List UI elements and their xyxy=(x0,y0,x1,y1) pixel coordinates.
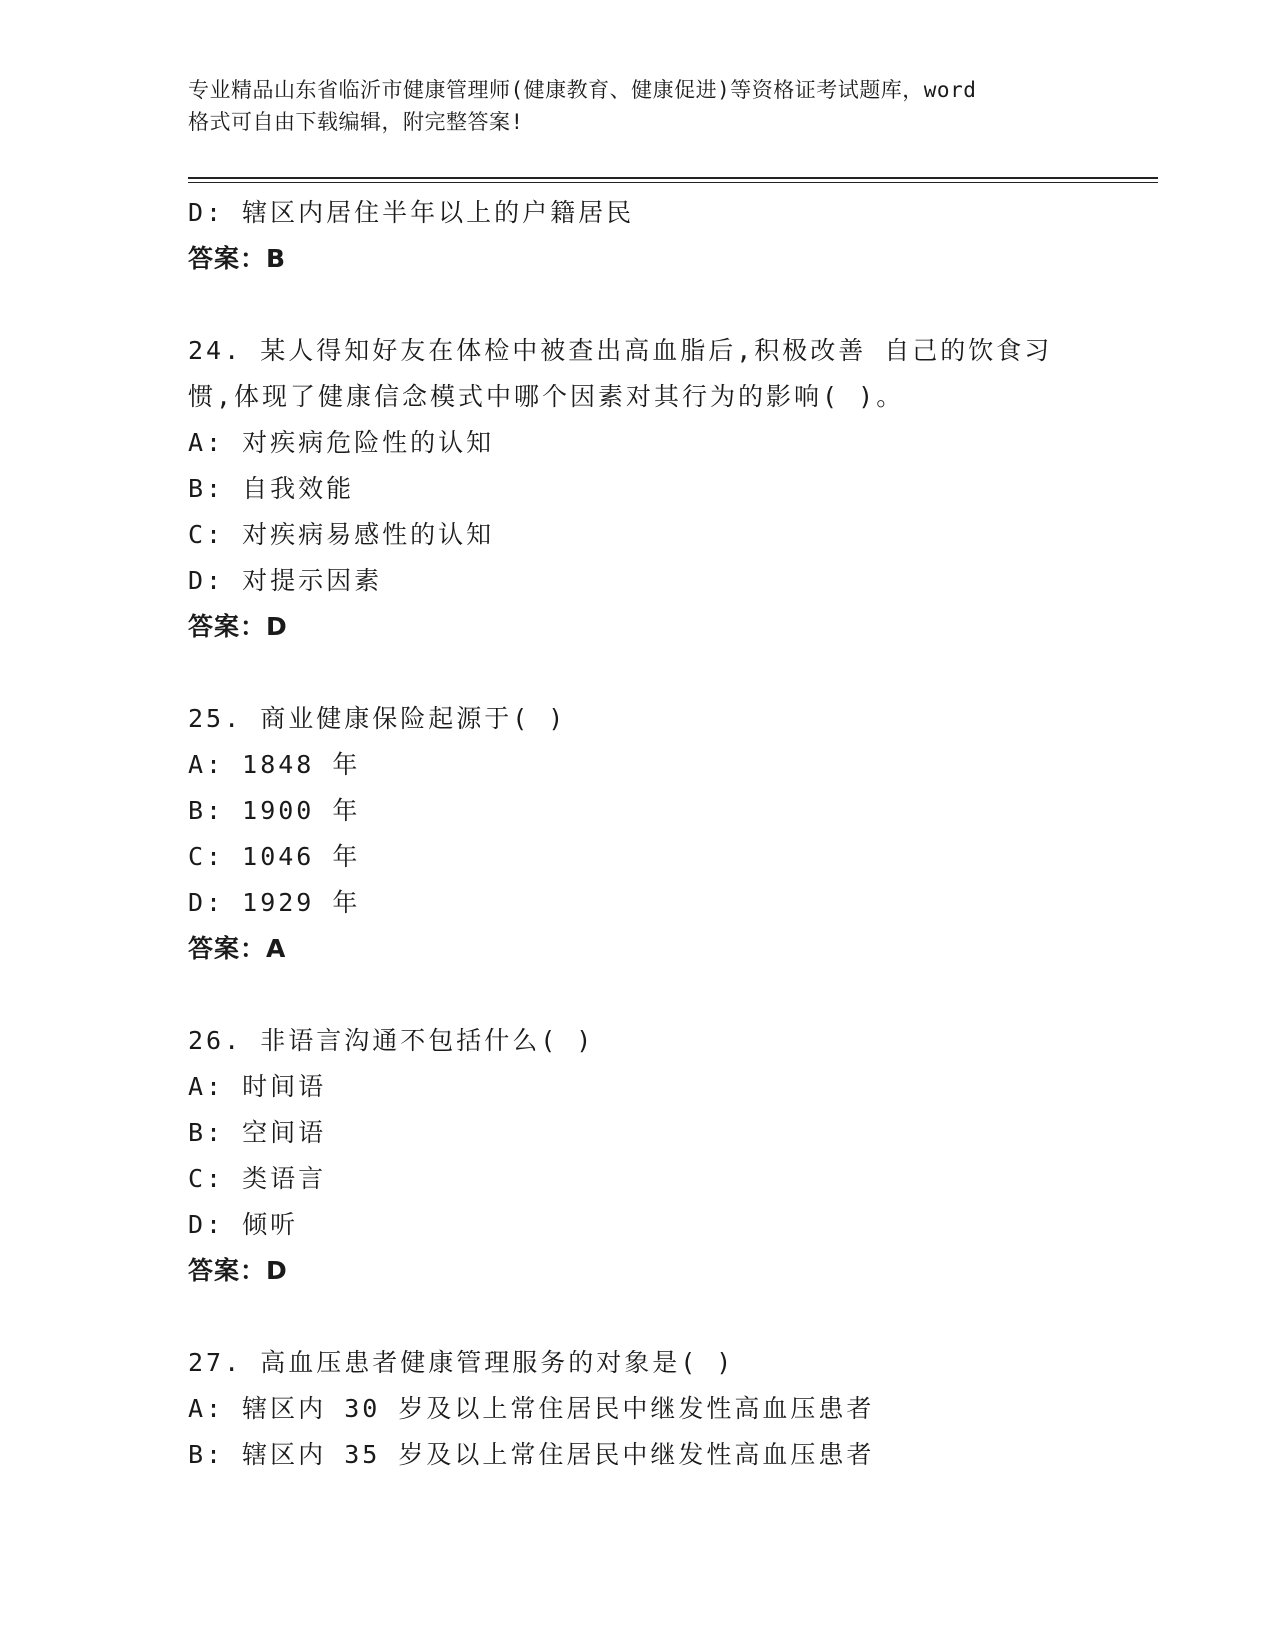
question-26-option-d: D: 倾听 xyxy=(188,1210,299,1239)
header-line-2: 格式可自由下载编辑，附完整答案! xyxy=(188,110,524,134)
question-26 xyxy=(188,1018,1148,1294)
question-25 xyxy=(188,696,1148,972)
question-27 xyxy=(188,1340,1148,1478)
header-line-1: 专业精品山东省临沂市健康管理师(健康教育、健康促进)等资格证考试题库，word xyxy=(188,78,977,102)
document-header xyxy=(188,74,1088,138)
question-27-option-b: B: 辖区内 35 岁及以上常住居民中继发性高血压患者 xyxy=(188,1440,875,1469)
question-26-answer: 答案：D xyxy=(188,1256,288,1285)
question-26-option-c: C: 类语言 xyxy=(188,1164,327,1193)
question-24 xyxy=(188,328,1148,650)
question-24-text-1: 24. 某人得知好友在体检中被查出高血脂后,积极改善 自己的饮食习 xyxy=(188,336,1053,365)
question-27-text: 27. 高血压患者健康管理服务的对象是( ) xyxy=(188,1348,735,1377)
prev-answer: 答案：B xyxy=(188,244,287,273)
question-25-option-a: A: 1848 年 xyxy=(188,750,361,779)
question-25-option-d: D: 1929 年 xyxy=(188,888,361,917)
question-25-option-b: B: 1900 年 xyxy=(188,796,361,825)
question-27-option-a: A: 辖区内 30 岁及以上常住居民中继发性高血压患者 xyxy=(188,1394,875,1423)
question-24-option-c: C: 对疾病易感性的认知 xyxy=(188,520,495,549)
prev-option-d: D: 辖区内居住半年以上的户籍居民 xyxy=(188,198,635,227)
question-24-text-2: 惯,体现了健康信念模式中哪个因素对其行为的影响( )。 xyxy=(188,382,905,411)
question-24-option-a: A: 对疾病危险性的认知 xyxy=(188,428,495,457)
question-24-answer: 答案：D xyxy=(188,612,288,641)
header-divider-thick xyxy=(188,177,1158,179)
question-25-text: 25. 商业健康保险起源于( ) xyxy=(188,704,567,733)
question-content xyxy=(188,190,1148,1478)
question-26-text: 26. 非语言沟通不包括什么( ) xyxy=(188,1026,595,1055)
question-25-option-c: C: 1046 年 xyxy=(188,842,361,871)
question-24-option-d: D: 对提示因素 xyxy=(188,566,383,595)
question-26-option-b: B: 空间语 xyxy=(188,1118,327,1147)
question-26-option-a: A: 时间语 xyxy=(188,1072,327,1101)
question-25-answer: 答案：A xyxy=(188,934,287,963)
header-divider-thin xyxy=(188,182,1158,183)
question-24-option-b: B: 自我效能 xyxy=(188,474,355,503)
